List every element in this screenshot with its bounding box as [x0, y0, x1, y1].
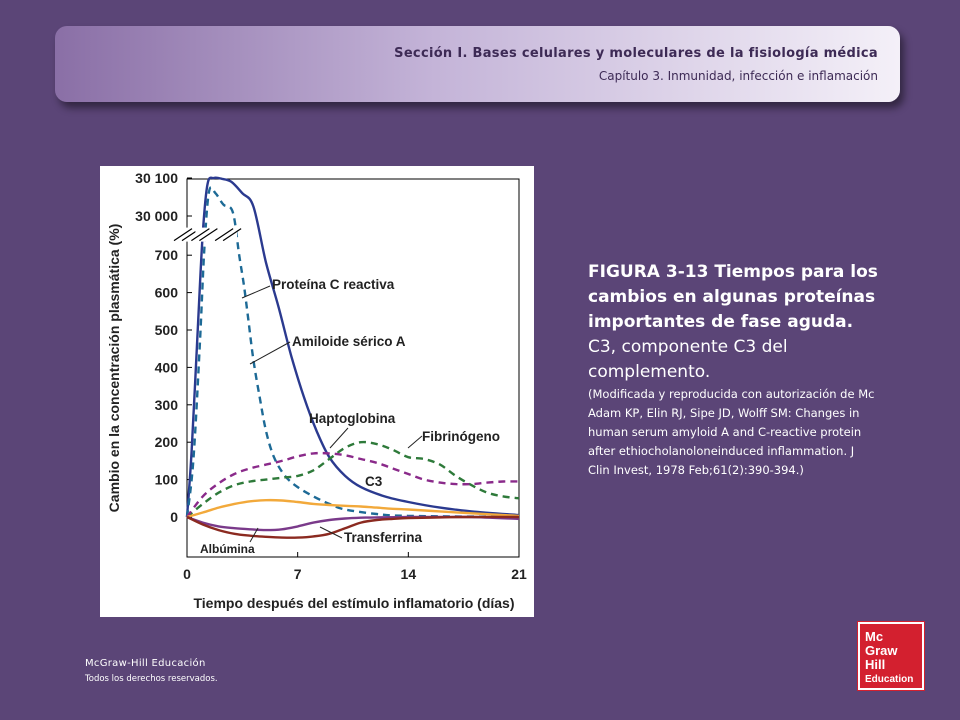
y-tick-label: 200: [154, 434, 178, 451]
footer-brand: McGraw-Hill Educación: [85, 658, 206, 669]
annotation-leader-saa: [250, 342, 290, 364]
y-tick-label: 30 000: [135, 208, 178, 224]
x-tick-label: 14: [400, 566, 417, 582]
caption-title-rest: C3, componente C3 del complemento.: [588, 337, 788, 382]
annotation-albumin: Albúmina: [200, 542, 255, 556]
section-banner: [55, 26, 900, 102]
x-tick-label: 0: [183, 566, 191, 582]
y-tick-label: 500: [154, 322, 178, 338]
logo-line-2: Graw: [865, 643, 898, 658]
section-title: Sección I. Bases celulares y moleculares de la fisiología médica: [394, 46, 878, 61]
annotation-saa: Amiloide sérico A: [292, 334, 406, 349]
acute-phase-chart: [100, 166, 534, 617]
x-tick-label: 21: [511, 566, 527, 582]
series-transferrina: [187, 517, 519, 530]
y-tick-label: 30 100: [135, 170, 178, 186]
annotation-leader-transferrin: [320, 527, 342, 538]
y-axis-label: Cambio en la concentración plasmática (%): [106, 223, 122, 513]
chapter-title: Capítulo 3. Inmunidad, infección e inflamación: [598, 69, 878, 83]
y-tick-label: 0: [170, 509, 178, 525]
figure-caption: [588, 260, 878, 480]
series-c3: [187, 500, 519, 517]
x-axis-label: Tiempo después del estímulo inflamatorio (días): [193, 595, 515, 611]
series-annotations: [200, 277, 500, 556]
caption-reference: (Modificada y reproducida con autorización de Mc Adam KP, Elin RJ, Sipe JD, Wolff SM: Changes in human serum amyloid A and C-reactive protein after ethiocholanoloneinduced inflammation. J Clin Invest, 1978 Feb;61(2):390-394.): [588, 387, 875, 477]
annotation-fibrinogen: Fibrinógeno: [422, 429, 500, 444]
annotation-haptoglobin: Haptoglobina: [309, 411, 396, 426]
break-gap: [195, 228, 213, 242]
y-tick-label: 600: [154, 284, 178, 301]
break-gap: [219, 228, 237, 242]
axis-break-marks: [174, 228, 241, 242]
y-tick-label: 100: [154, 471, 178, 488]
footer-rights: Todos los derechos reservados.: [85, 674, 218, 684]
caption-title-bold: FIGURA 3-13 Tiempos para los cambios en algunas proteínas importantes de fase aguda.: [588, 262, 878, 332]
series-haptoglobina: [187, 453, 519, 517]
y-axis-ticks: [135, 170, 192, 525]
annotation-transferrin: Transferrina: [344, 530, 423, 545]
y-tick-label: 700: [154, 247, 178, 264]
annotation-leader-fibrinogen: [408, 436, 422, 448]
logo-line-4: Education: [865, 674, 914, 685]
annotation-leader-crp: [242, 286, 270, 298]
caption-title: [588, 260, 878, 385]
y-tick-label: 400: [154, 359, 178, 376]
figure-panel: [100, 166, 534, 617]
annotation-crp: Proteína C reactiva: [272, 277, 395, 292]
y-tick-label: 300: [154, 396, 178, 413]
annotation-c3: C3: [365, 474, 383, 489]
x-tick-label: 7: [293, 566, 302, 582]
mcgraw-hill-logo: [858, 622, 924, 690]
logo-line-3: Hill: [865, 657, 886, 672]
annotation-leader-haptoglobin: [330, 428, 348, 448]
logo-line-1: Mc: [865, 629, 884, 644]
